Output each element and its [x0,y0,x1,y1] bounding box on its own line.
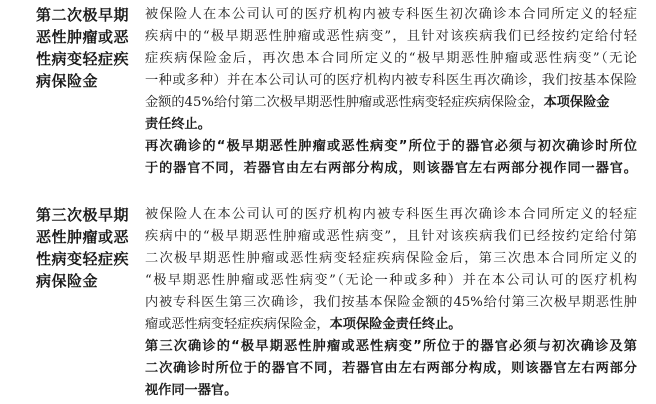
termination-clause: 本项保险金责任终止。 [329,317,462,332]
section-heading [36,4,136,92]
body-line [145,314,637,336]
body-line [145,92,637,114]
heading-line: 恶性肿瘤或恶 [36,28,130,46]
note-line: 二次确诊时所位于的器官不同，若器官由左右两部分构成，则该器官左右两部分 [145,361,637,376]
note-line: 于的器官不同，若器官由左右两部分构成，则该器官左右两部分视作同一器官。 [145,161,637,176]
body-line: 疾病中的“极早期恶性肿瘤或恶性病变”，且针对该疾病我们已经按约定给付轻 [145,29,637,44]
note-line: 再次确诊的“极早期恶性肿瘤或恶性病变”所位于的器官必须与初次确诊时所位 [145,139,637,154]
organ-note [145,136,637,180]
termination-clause: 本项保险金 [543,95,610,110]
body-line: 被保险人在本公司认可的医疗机构内被专科医生初次确诊本合同所定义的轻症 [145,7,637,22]
body-line: 疾病中的“极早期恶性肿瘤或恶性病变”，且针对该疾病我们已经按约定给付第 [145,229,637,244]
note-line: 第三次确诊的“极早期恶性肿瘤或恶性病变”所位于的器官必须与初次确诊及第 [145,339,637,354]
body-line: 被保险人在本公司认可的医疗机构内被专科医生再次确诊本合同所定义的轻症 [145,207,637,222]
heading-line: 第三次极早期 [36,206,130,224]
section-body [145,204,637,336]
body-text: 金额的45%给付第二次极早期恶性肿瘤或恶性病变轻症疾病保险金， [145,95,544,110]
heading-line: 第二次极早期 [36,6,130,24]
heading-line: 病保险金 [36,72,99,90]
body-line: 内被专科医生第三次确诊，我们按基本保险金额的45%给付第三次极早期恶性肿 [145,295,637,310]
body-line: “极早期恶性肿瘤或恶性病变”（无论一种或多种）并在本公司认可的医疗机构 [145,273,637,288]
termination-clause-end: 责任终止。 [145,117,211,132]
body-line: 症疾病保险金后，再次患本合同所定义的“极早期恶性肿瘤或恶性病变”（无论 [145,51,637,66]
note-line: 视作同一器官。 [145,383,238,398]
section-heading [36,204,136,292]
body-line: 一种或多种）并在本公司认可的医疗机构内被专科医生再次确诊，我们按基本保险 [145,73,637,88]
heading-line: 恶性肿瘤或恶 [36,228,130,246]
organ-note [145,336,637,402]
body-line: 二次极早期恶性肿瘤或恶性病变轻症疾病保险金后，第三次患本合同所定义的 [145,251,637,266]
section-body [145,4,637,136]
heading-line: 病保险金 [36,272,99,290]
heading-line: 性病变轻症疾 [36,50,130,68]
heading-line: 性病变轻症疾 [36,250,130,268]
body-text: 瘤或恶性病变轻症疾病保险金， [145,317,330,332]
